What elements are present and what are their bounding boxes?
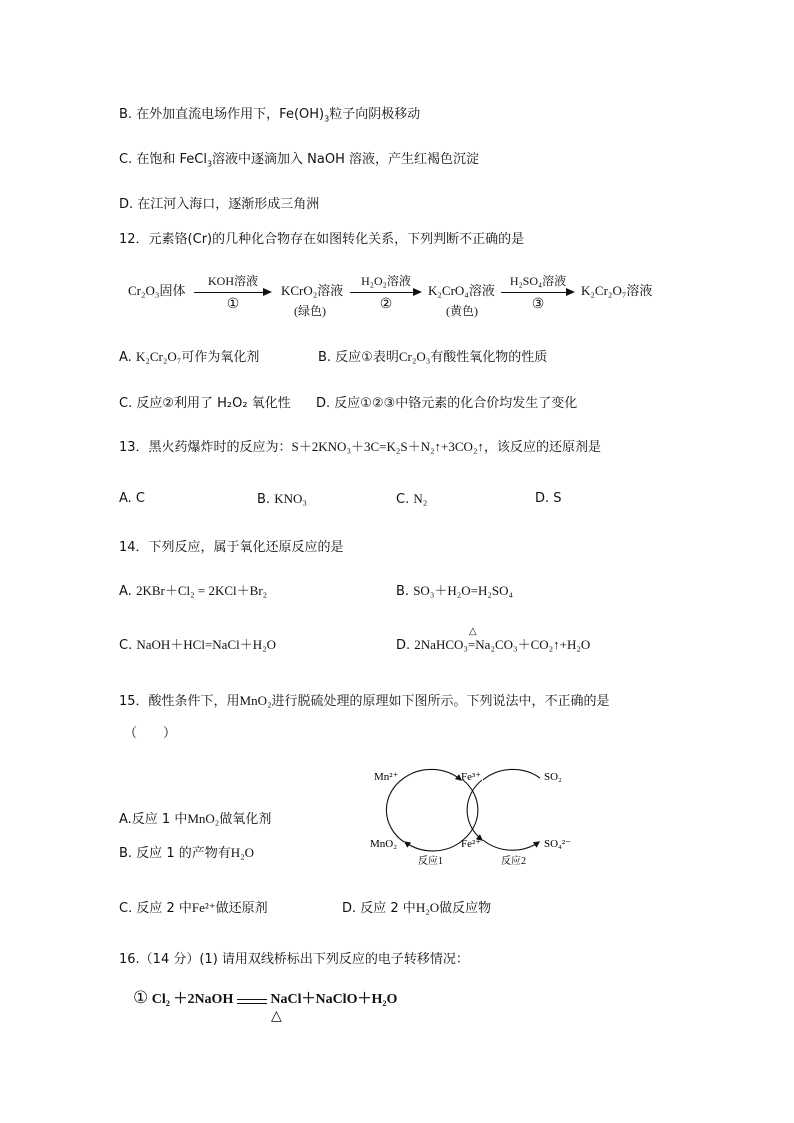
- option-b-text: B. 在外加直流电场作用下，Fe(OH): [119, 107, 325, 122]
- q14-c-prefix: C.: [119, 638, 133, 653]
- label-so4: SO₄²⁻: [544, 838, 572, 850]
- question-12: 12．元素铬(Cr)的几种化合物存在如图转化关系，下列判断不正确的是: [119, 232, 525, 247]
- q12-b-text: 有酸性氧化物的性质: [430, 350, 548, 365]
- arc-so2-fe3: [483, 769, 540, 780]
- q14-d-formula-left: 2NaHCO₃: [414, 637, 468, 652]
- q12-a-prefix: A.: [119, 350, 132, 365]
- q15-paren: （ ）: [124, 726, 177, 741]
- q15-c-text-b: 做还原剂: [215, 901, 268, 916]
- chain-arrow-1-number: ①: [226, 297, 240, 312]
- option-b-tail: 粒子向阴极移动: [329, 107, 421, 122]
- chain-compound-3: K₂CrO₄溶液: [428, 283, 495, 298]
- q16-delta-icon: △: [271, 1009, 282, 1024]
- arc-left: [386, 778, 404, 842]
- question-15: [119, 690, 610, 709]
- label-mno2: MnO₂: [370, 838, 398, 850]
- chain-arrow-3-number: ③: [531, 297, 545, 312]
- option-d-line: D. 在江河入海口，逐渐形成三角洲: [119, 197, 320, 212]
- q15-option-b: [119, 842, 254, 861]
- label-fe3: Fe³⁺: [461, 771, 482, 783]
- q15-option-a: [119, 808, 271, 827]
- q13-c-formula: N₂: [413, 491, 428, 506]
- q14-option-b: [396, 580, 513, 599]
- q15-formula: MnO₂: [239, 693, 272, 708]
- q12-option-c: C. 反应②利用了 H₂O₂ 氧化性: [119, 396, 291, 411]
- chain-arrow-2-number: ②: [379, 297, 393, 312]
- delta-icon: △: [468, 626, 477, 637]
- q12-a-text: 可作为氧化剂: [181, 350, 260, 365]
- q15-c-formula: Fe²⁺: [191, 900, 216, 915]
- q15-a-text-b: 做氧化剂: [219, 812, 272, 827]
- chain-compound-2: KCrO₂溶液: [281, 283, 344, 298]
- q13-c-prefix: C.: [396, 492, 410, 507]
- q12-option-d: D. 反应①②③中铬元素的化合价均发生了变化: [316, 396, 578, 411]
- q16-eq-number: ①: [133, 988, 149, 1007]
- q13-b-formula: KNO₃: [274, 491, 307, 506]
- q15-b-text: B. 反应 1 的产物有: [119, 846, 231, 861]
- q13-equation: S＋2KNO₃＋3C=K₂S＋N₂↑+3CO₂↑: [291, 439, 484, 454]
- q15-c-text-a: C. 反应 2 中: [119, 901, 192, 916]
- q15-d-formula: H₂O: [415, 900, 440, 915]
- q13-option-a: A. C: [119, 491, 146, 506]
- q14-b-prefix: B.: [396, 584, 410, 599]
- q15-option-d: [342, 897, 491, 916]
- q16-equation: [133, 988, 397, 1008]
- label-reaction-1: 反应1: [418, 856, 443, 867]
- chain-arrow-3-label: H₂SO₄溶液: [509, 274, 567, 288]
- desulfurization-cycle-diagram: [360, 760, 590, 872]
- q14-option-c: [119, 634, 276, 653]
- chromium-conversion-chain: [128, 272, 668, 322]
- q14-c-formula: NaOH＋HCl=NaCl＋H₂O: [136, 637, 277, 652]
- q15-a-text-a: A.反应 1 中: [119, 812, 188, 827]
- option-b-line: [119, 103, 420, 124]
- arc-middle-left: [463, 780, 478, 840]
- q14-option-a: [119, 580, 267, 599]
- q14-option-d: D. 2NaHCO₃ △ =Na₂CO₃＋CO₂↑+H₂O: [396, 626, 591, 653]
- q12-option-a: [119, 346, 259, 365]
- arc-middle-right: [467, 780, 482, 840]
- chain-arrow-2: [350, 274, 422, 318]
- q14-a-prefix: A.: [119, 584, 132, 599]
- q15-option-c: [119, 897, 268, 916]
- q13-option-b: [257, 491, 307, 507]
- chain-arrow-2-label: H₂O₂溶液: [361, 274, 411, 288]
- q14-d-prefix: D.: [396, 638, 411, 653]
- chain-arrow-3: [501, 274, 575, 318]
- arc-fe2-mno2: [405, 840, 463, 851]
- chain-compound-1: Cr₂O₃固体: [128, 283, 186, 298]
- q15-text-b: 进行脱硫处理的原理如下图所示。下列说法中，不正确的是: [271, 694, 610, 709]
- q15-d-text-a: D. 反应 2 中: [342, 901, 416, 916]
- q13-option-c: [396, 491, 427, 507]
- q14-a-formula: 2KBr＋Cl₂ = 2KCl＋Br₂: [135, 583, 268, 598]
- q14-b-formula: SO₃＋H₂O=H₂SO₄: [413, 583, 514, 598]
- label-fe2: Fe²⁺: [461, 838, 482, 850]
- q14-d-formula-right: Na₂CO₃＋CO₂↑+H₂O: [475, 637, 591, 652]
- q12-b-prefix: B. 反应①表明: [318, 350, 399, 365]
- arc-mn-fe3: [404, 769, 461, 780]
- option-c-text-b: 溶液中逐滴加入 NaOH 溶液，产生红褐色沉淀: [212, 152, 479, 167]
- q13-b-prefix: B.: [257, 492, 271, 507]
- option-c-text-a: C. 在饱和 FeCl: [119, 152, 207, 167]
- q16-eq-left: Cl₂ ＋2NaOH: [151, 992, 234, 1007]
- arc-fe2-so4: [483, 840, 539, 850]
- q12-b-formula: Cr₂O₃: [398, 349, 431, 364]
- q13-tail: ，该反应的还原剂是: [483, 440, 601, 455]
- q15-a-formula: MnO₂: [187, 811, 220, 826]
- q15-text-a: 15．酸性条件下，用: [119, 694, 240, 709]
- question-16: 16.（14 分）(1) 请用双线桥标出下列反应的电子转移情况：: [119, 952, 469, 967]
- option-b-sub: 3: [324, 114, 330, 124]
- q15-d-text-b: 做反应物: [439, 901, 492, 916]
- label-reaction-2: 反应2: [501, 856, 526, 867]
- q15-b-formula: H₂O: [230, 845, 255, 860]
- chain-compound-4: K₂Cr₂O₇溶液: [581, 283, 653, 298]
- option-c-sub: 3: [206, 159, 213, 169]
- label-mn2: Mn²⁺: [374, 771, 399, 783]
- chain-arrow-1: [194, 274, 272, 318]
- q13-text: 13．黑火药爆炸时的反应为：: [119, 440, 292, 455]
- q12-a-formula: K₂Cr₂O₇: [135, 349, 182, 364]
- option-c-line: [119, 148, 479, 169]
- chain-arrow-1-label: KOH溶液: [208, 274, 258, 288]
- question-14: 14．下列反应，属于氧化还原反应的是: [119, 540, 344, 555]
- chain-compound-2-note: (绿色): [294, 304, 326, 318]
- q12-option-b: [318, 346, 547, 365]
- question-13: [119, 436, 601, 455]
- q16-eq-right: NaCl＋NaClO＋H₂O: [270, 992, 398, 1007]
- q13-option-d: D. S: [535, 491, 562, 506]
- chain-compound-3-note: (黄色): [446, 304, 478, 318]
- label-so2: SO₂: [544, 771, 562, 783]
